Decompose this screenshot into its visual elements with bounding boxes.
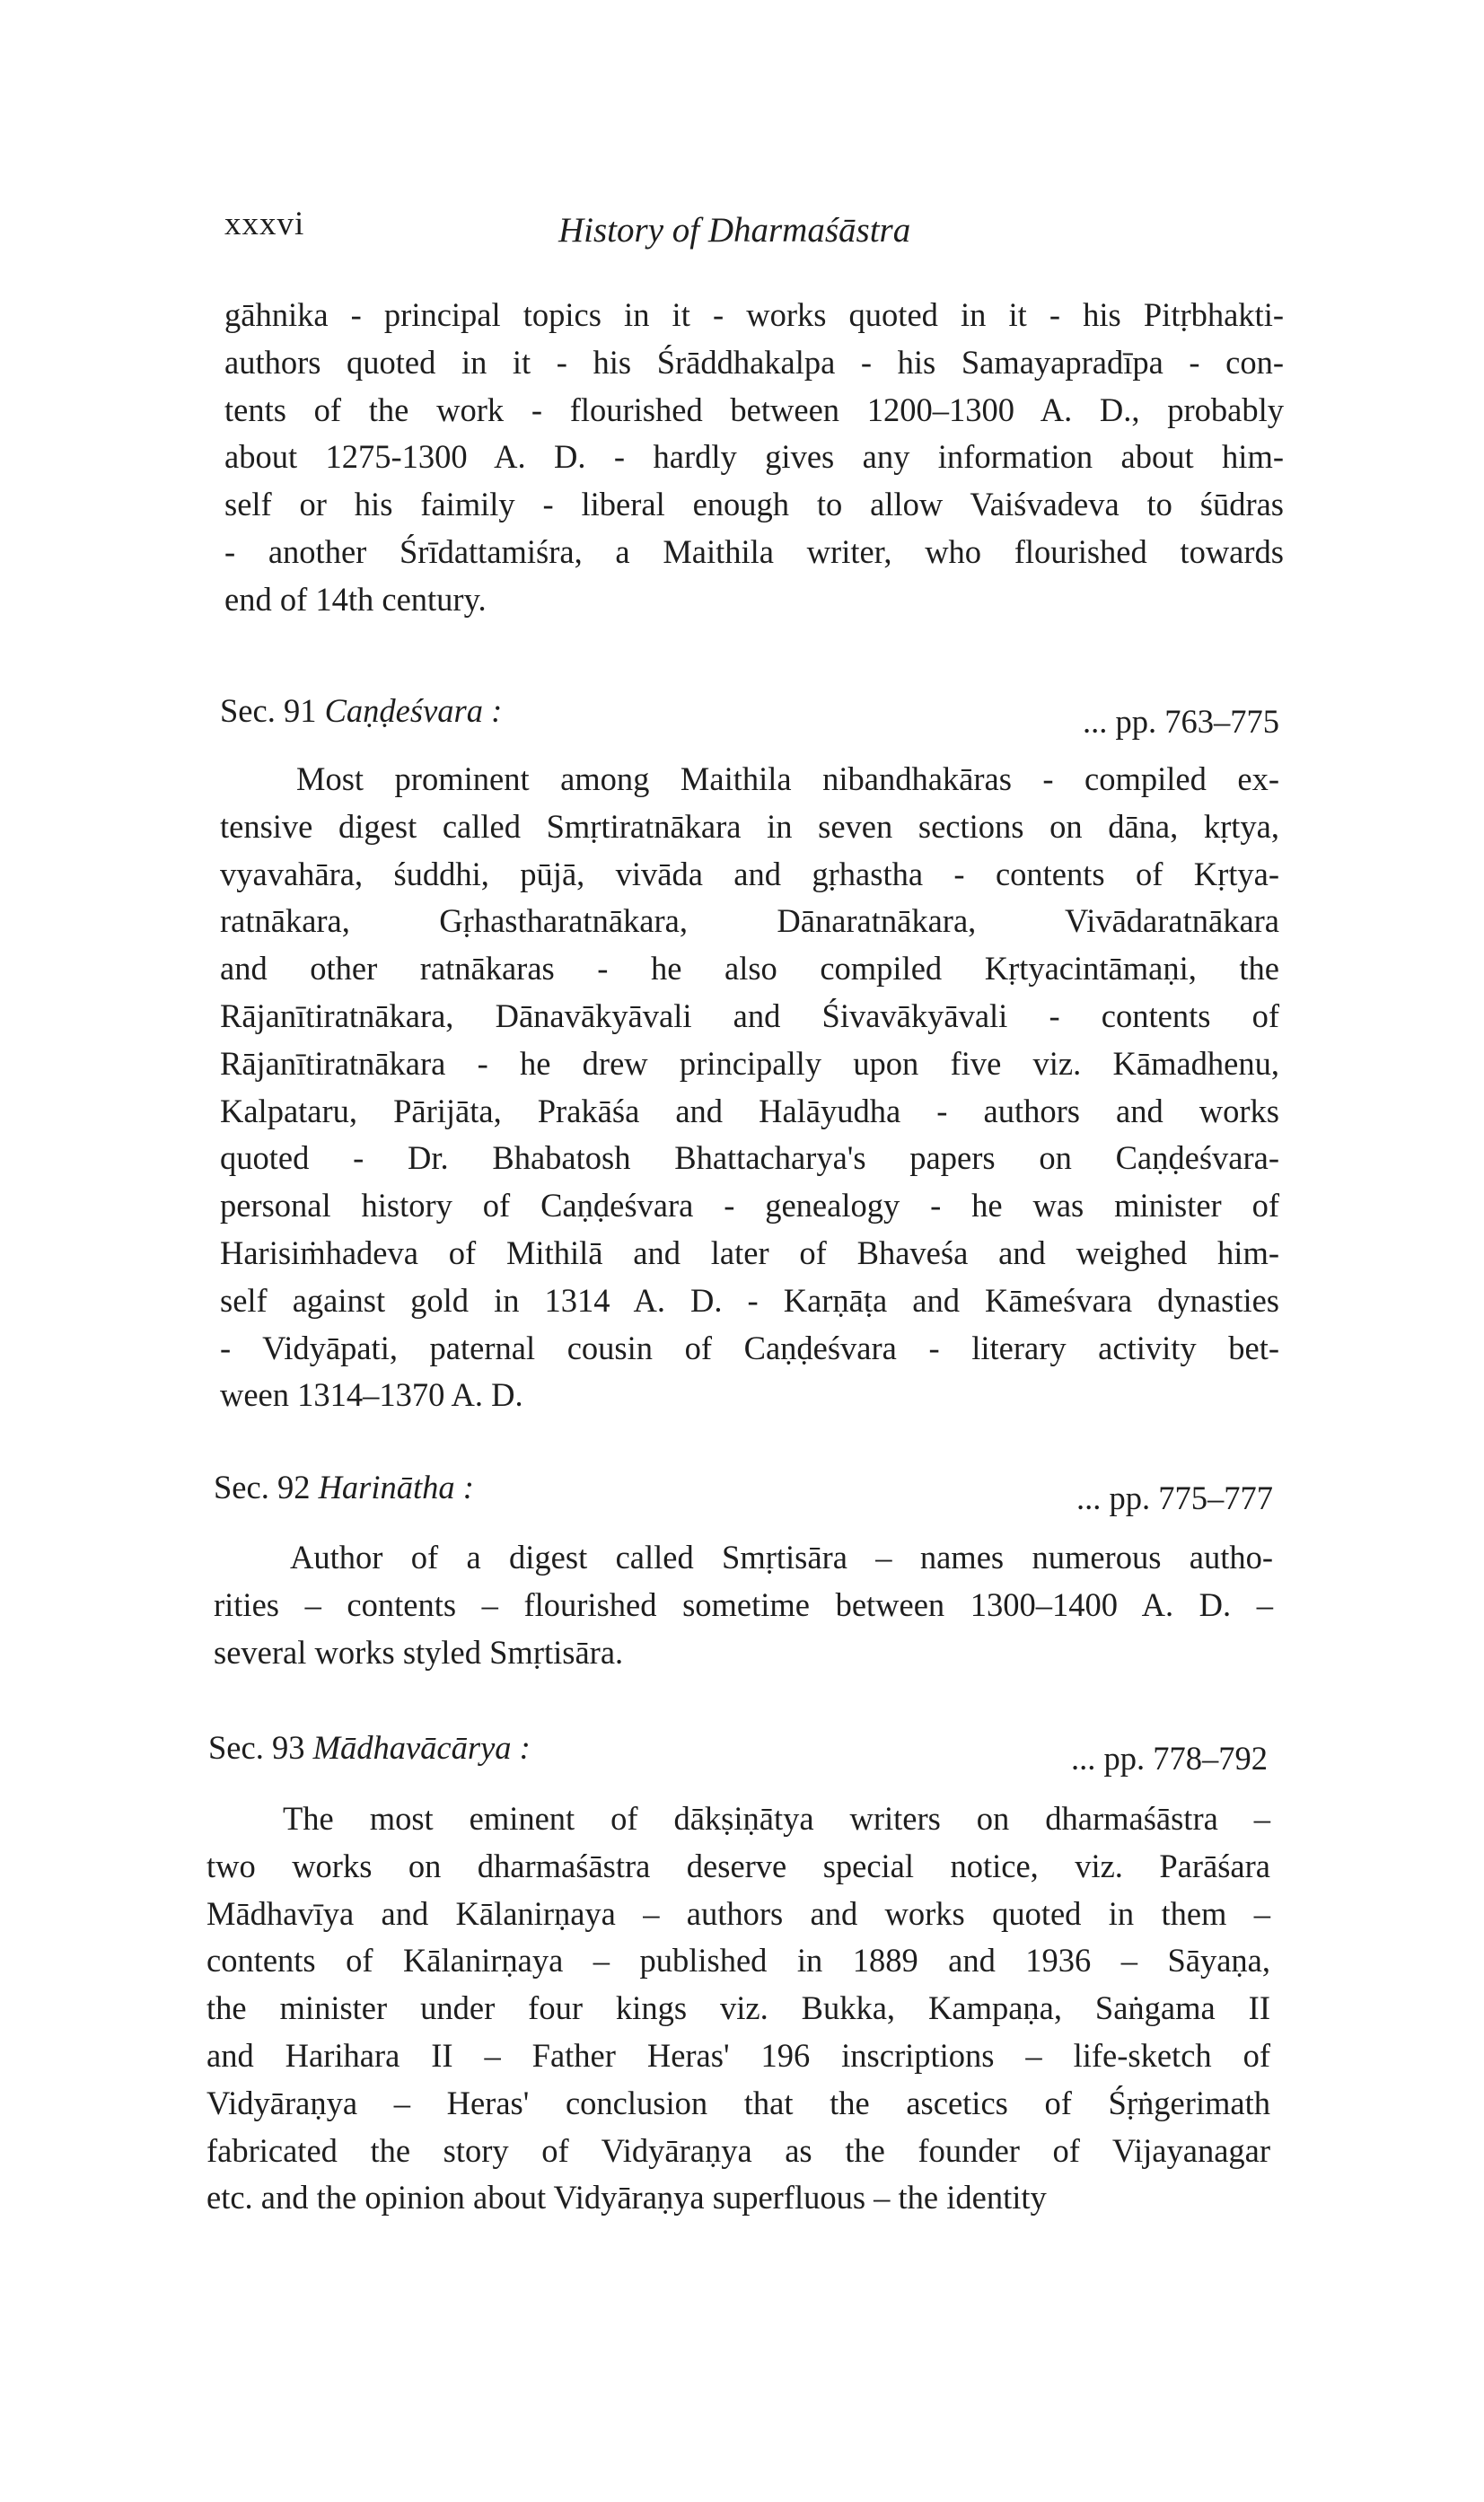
text-line: authors quoted in it - his Śrāddhakalpa - his Samayapradīpa - con- bbox=[224, 343, 1284, 381]
text-line: and Harihara II – Father Heras' 196 inscriptions – life-sketch of bbox=[206, 2036, 1270, 2074]
text-line: ween 1314–1370 A. D. bbox=[220, 1376, 523, 1414]
text-line: rities – contents – flourished sometime between 1300–1400 A. D. – bbox=[214, 1585, 1273, 1623]
text-line: and other ratnākaras - he also compiled Kṛtyacintāmaṇi, the bbox=[220, 950, 1279, 988]
text-line: self or his faimily - liberal enough to allow Vaiśvadeva to śūdras bbox=[224, 486, 1284, 523]
text-line: Vidyāraṇya – Heras' conclusion that the ascetics of Śṛṅgerimath bbox=[206, 2084, 1270, 2121]
text-line: contents of Kālanirṇaya – published in 1889 and 1936 – Sāyaṇa, bbox=[206, 1942, 1270, 1980]
text-line: Most prominent among Maithila nibandhakāras - compiled ex- bbox=[296, 760, 1279, 797]
text-line: Kalpataru, Pārijāta, Prakāśa and Halāyudha - authors and works bbox=[220, 1092, 1279, 1129]
section-pages: ... pp. 778–792 bbox=[1071, 1740, 1268, 1777]
text-line: Harisiṁhadeva of Mithilā and later of Bhaveśa and weighed him- bbox=[220, 1233, 1279, 1271]
text-line: several works styled Smṛtisāra. bbox=[214, 1633, 624, 1671]
text-line: etc. and the opinion about Vidyāraṇya superfluous – the identity bbox=[206, 2179, 1047, 2217]
text-line: personal history of Caṇḍeśvara - genealogy - he was minister of bbox=[220, 1187, 1279, 1225]
text-line: ratnākara, Gṛhastharatnākara, Dānaratnākara, Vivādaratnākara bbox=[220, 902, 1279, 940]
page-number: xxxvi bbox=[224, 206, 305, 242]
text-line: end of 14th century. bbox=[224, 580, 487, 618]
text-line: tensive digest called Smṛtiratnākara in seven sections on dāna, kṛtya, bbox=[220, 807, 1279, 845]
text-line: about 1275-1300 A. D. - hardly gives any information about him- bbox=[224, 438, 1284, 476]
text-line: - Vidyāpati, paternal cousin of Caṇḍeśvara - literary activity bet- bbox=[220, 1329, 1279, 1366]
text-line: tents of the work - flourished between 1200–1300 A. D., probably bbox=[224, 391, 1284, 428]
section-label: Sec. 92 Harinātha : bbox=[214, 1469, 474, 1506]
text-line: the minister under four kings viz. Bukka, Kampaṇa, Saṅgama II bbox=[206, 1989, 1270, 2027]
text-line: vyavahāra, śuddhi, pūjā, vivāda and gṛhastha - contents of Kṛtya- bbox=[220, 855, 1279, 892]
section-heading-92 bbox=[214, 1468, 1273, 1516]
intro-paragraph bbox=[224, 292, 1284, 624]
section-heading-93 bbox=[208, 1728, 1268, 1777]
text-line: - another Śrīdattamiśra, a Maithila writer, who flourished towards bbox=[224, 532, 1284, 570]
running-title: History of Dharmaśāstra bbox=[558, 211, 911, 250]
text-line: Rājanītiratnākara, Dānavākyāvali and Śivavākyāvali - contents of bbox=[220, 996, 1279, 1034]
text-line: quoted - Dr. Bhabatosh Bhattacharya's papers on Caṇḍeśvara- bbox=[220, 1139, 1279, 1177]
section-body-91 bbox=[220, 756, 1279, 1419]
text-line: two works on dharmaśāstra deserve special notice, viz. Parāśara bbox=[206, 1847, 1270, 1884]
text-line: The most eminent of dākṣiṇātya writers on dharmaśāstra – bbox=[283, 1800, 1270, 1837]
text-line: Rājanītiratnākara - he drew principally upon five viz. Kāmadhenu, bbox=[220, 1044, 1279, 1082]
section-body-92 bbox=[214, 1534, 1273, 1676]
section-label: Sec. 93 Mādhavācārya : bbox=[208, 1729, 531, 1766]
section-pages: ... pp. 763–775 bbox=[1083, 703, 1279, 740]
section-heading-91 bbox=[220, 691, 1279, 740]
section-pages: ... pp. 775–777 bbox=[1076, 1479, 1273, 1516]
text-line: gāhnika - principal topics in it - works quoted in it - his Pitṛbhakti- bbox=[224, 296, 1284, 333]
section-body-93 bbox=[206, 1795, 1270, 2222]
text-line: self against gold in 1314 A. D. - Karṇāṭa and Kāmeśvara dynasties bbox=[220, 1281, 1279, 1319]
page-header bbox=[224, 205, 1284, 259]
text-line: fabricated the story of Vidyāraṇya as the founder of Vijayanagar bbox=[206, 2131, 1270, 2169]
text-line: Mādhavīya and Kālanirṇaya – authors and works quoted in them – bbox=[206, 1894, 1270, 1932]
text-line: Author of a digest called Smṛtisāra – names numerous autho- bbox=[290, 1539, 1273, 1576]
section-label: Sec. 91 Caṇḍeśvara : bbox=[220, 692, 503, 729]
